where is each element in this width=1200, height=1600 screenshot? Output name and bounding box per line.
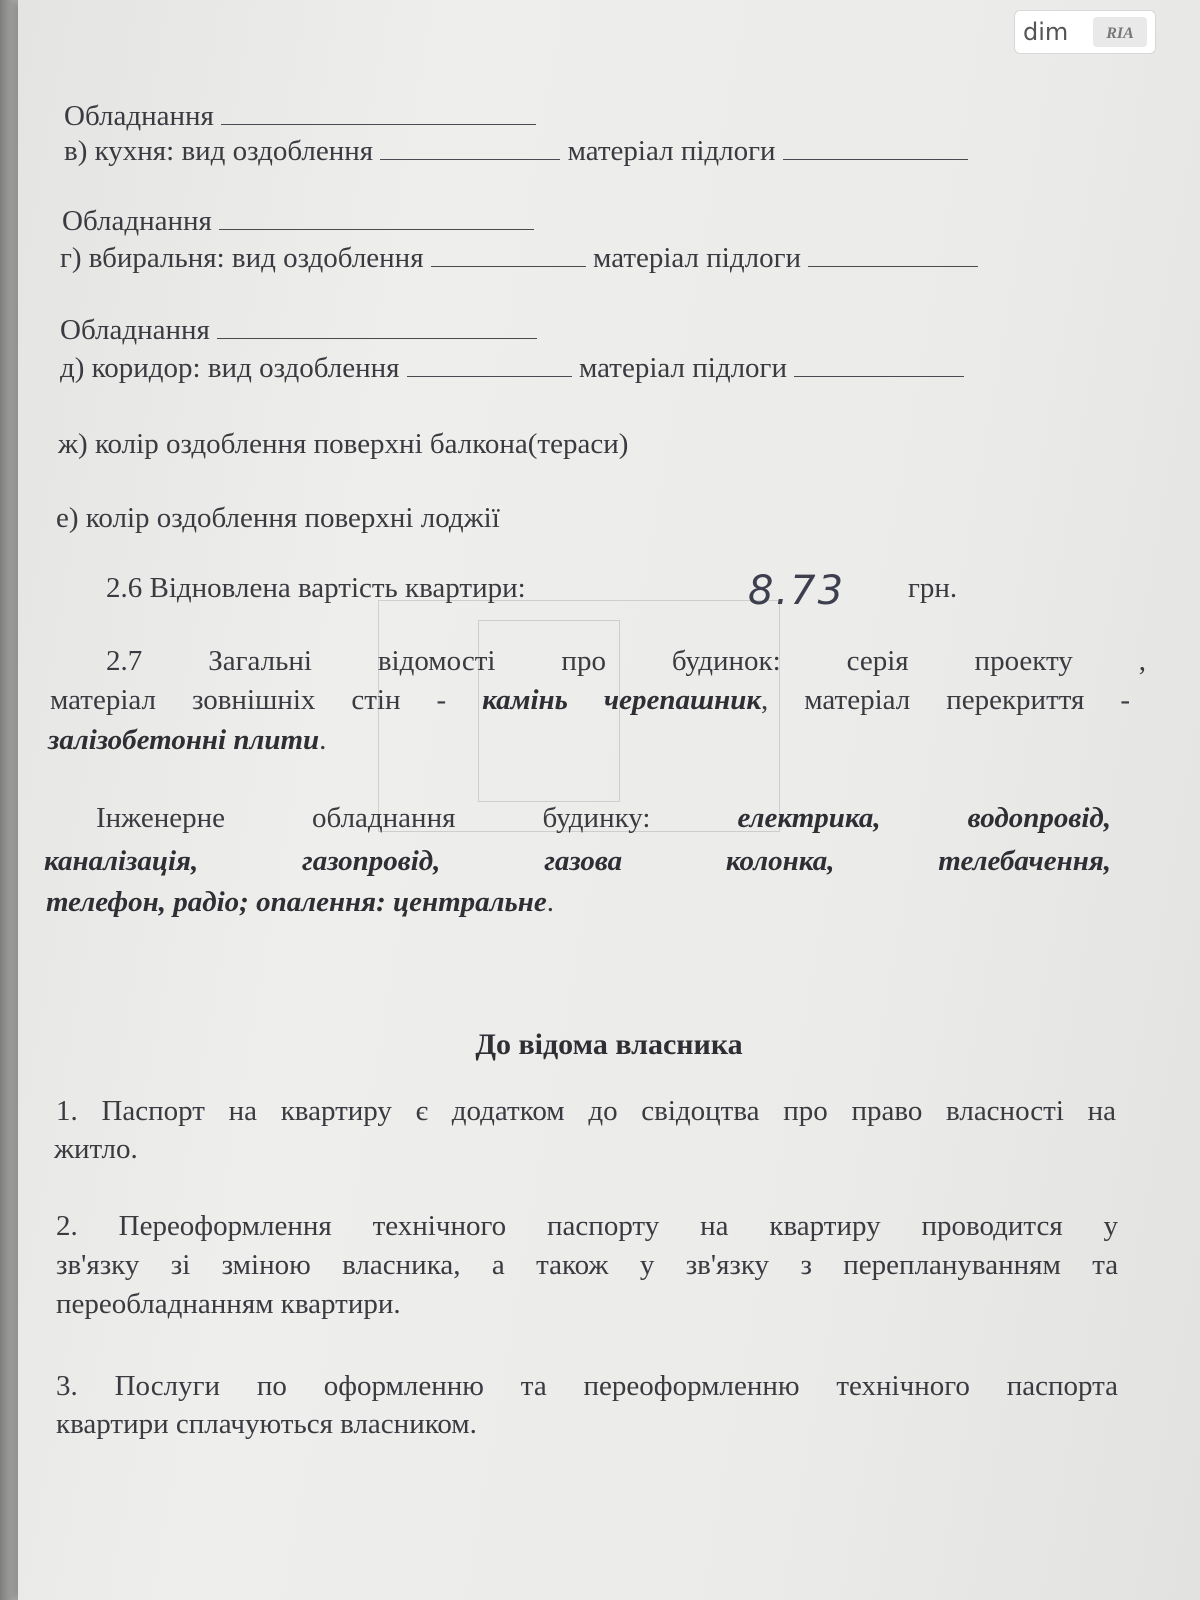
owner-notice-heading: До відома власника bbox=[475, 1028, 743, 1061]
kitchen-equipment-row bbox=[64, 100, 536, 133]
dimria-watermark bbox=[1014, 10, 1156, 54]
blank-line bbox=[217, 337, 537, 339]
note-word: додатком bbox=[451, 1095, 565, 1127]
note-word: Паспорт bbox=[101, 1095, 205, 1127]
note-word: про bbox=[783, 1095, 828, 1127]
watermark-text: dim bbox=[1023, 18, 1069, 46]
note-word: у bbox=[639, 1249, 655, 1281]
note-word: а bbox=[491, 1249, 505, 1281]
note-word: технічного bbox=[372, 1210, 507, 1242]
note-word: до bbox=[588, 1095, 618, 1127]
ria-logo-icon bbox=[1093, 17, 1147, 47]
note-word: зміною bbox=[221, 1249, 311, 1281]
note-word: на bbox=[228, 1095, 258, 1127]
note-word: також bbox=[536, 1249, 609, 1281]
note-word: право bbox=[851, 1095, 923, 1127]
note-word: зі bbox=[170, 1249, 191, 1281]
note-word: 3. bbox=[56, 1370, 78, 1402]
loggia-row bbox=[56, 502, 500, 535]
note-word: на bbox=[1087, 1095, 1116, 1127]
section-2-7-line3 bbox=[48, 724, 326, 757]
blank-line bbox=[808, 265, 978, 267]
wall-material-value: камінь черепашник bbox=[482, 684, 762, 716]
note-word: на bbox=[700, 1210, 729, 1242]
section-2-7-line1 bbox=[106, 645, 1146, 678]
note-2-line2 bbox=[56, 1249, 1118, 1282]
equipment-label: Обладнання bbox=[62, 205, 212, 237]
note-3-line1 bbox=[56, 1370, 1118, 1403]
ceiling-material-value: залізобетонні плити bbox=[48, 724, 320, 756]
cost-currency: грн. bbox=[908, 572, 958, 604]
note-word: є bbox=[415, 1095, 429, 1127]
page-edge-shadow bbox=[0, 0, 18, 1600]
note-1-line2: житло. bbox=[54, 1133, 138, 1165]
note-word: проводится bbox=[921, 1210, 1063, 1242]
note-1-line1 bbox=[56, 1095, 1116, 1128]
kitchen-finish-row bbox=[64, 135, 968, 168]
note-word: та bbox=[520, 1370, 547, 1402]
section-2-7-line2 bbox=[50, 684, 1130, 717]
cost-handwritten-value: 8.73 bbox=[748, 568, 846, 614]
blank-line bbox=[380, 158, 560, 160]
note-word: 1. bbox=[56, 1095, 78, 1127]
document-page bbox=[18, 0, 1200, 1600]
note-word: паспорту bbox=[547, 1210, 660, 1242]
ria-logo-text: RIA bbox=[1106, 25, 1134, 42]
note-word: паспорта bbox=[1006, 1370, 1119, 1402]
wall-material-label: матеріал зовнішніх стін - bbox=[50, 684, 447, 716]
utility-tv: телебачення, bbox=[938, 845, 1112, 877]
note-word: зв'язку bbox=[685, 1249, 770, 1281]
corridor-finish-row bbox=[60, 352, 964, 385]
note-word: зв'язку bbox=[56, 1249, 140, 1281]
note-word: 2. bbox=[56, 1210, 78, 1242]
utility-water: водопровід, bbox=[967, 802, 1112, 834]
toilet-equipment-row bbox=[62, 205, 534, 238]
note-word: переоформленню bbox=[583, 1370, 800, 1402]
engineering-word: Інженерне bbox=[96, 802, 225, 834]
engineering-line2 bbox=[44, 845, 1111, 878]
balcony-label: ж) колір оздоблення поверхні балкона(тераси) bbox=[58, 428, 629, 460]
utility-electricity: електрика, bbox=[737, 802, 881, 834]
blank-line bbox=[221, 123, 536, 125]
note-word: власності bbox=[946, 1095, 1064, 1127]
note-word: по bbox=[256, 1370, 287, 1402]
corridor-floor-label: матеріал підлоги bbox=[579, 352, 787, 384]
engineering-word: обладнання bbox=[312, 802, 456, 834]
cost-row bbox=[106, 572, 526, 605]
note-word: Послуги bbox=[114, 1370, 221, 1402]
blank-line bbox=[794, 375, 964, 377]
note-word: квартиру bbox=[280, 1095, 392, 1127]
kitchen-label: в) кухня: вид оздоблення bbox=[64, 135, 374, 167]
utility-gas-heater-2: колонка, bbox=[725, 845, 835, 877]
note-2-line1 bbox=[56, 1210, 1118, 1243]
note-word: з bbox=[800, 1249, 812, 1281]
engineering-line1 bbox=[96, 802, 1111, 835]
comma: , bbox=[1138, 645, 1147, 677]
toilet-finish-row bbox=[60, 242, 978, 275]
note-word: та bbox=[1092, 1249, 1119, 1281]
note-2-line3: переобладнанням квартири. bbox=[56, 1288, 401, 1320]
section-2-7-text: 2.7 Загальні відомості про будинок: серія проекту bbox=[106, 645, 1073, 677]
equipment-label: Обладнання bbox=[64, 100, 214, 132]
note-word: власника, bbox=[342, 1249, 461, 1281]
equipment-label: Обладнання bbox=[60, 314, 210, 346]
period: . bbox=[319, 724, 327, 756]
note-word: технічного bbox=[836, 1370, 970, 1402]
toilet-floor-label: матеріал підлоги bbox=[593, 242, 801, 274]
loggia-label: е) колір оздоблення поверхні лоджії bbox=[56, 502, 500, 534]
corridor-label: д) коридор: вид оздоблення bbox=[60, 352, 400, 384]
note-word: Переоформлення bbox=[118, 1210, 332, 1242]
period: . bbox=[546, 886, 555, 918]
blank-line bbox=[783, 158, 968, 160]
utility-gas: газопровід, bbox=[302, 845, 441, 877]
engineering-word: будинку: bbox=[542, 802, 651, 834]
blank-line bbox=[431, 265, 586, 267]
note-word: свідоцтва bbox=[641, 1095, 760, 1127]
cost-label: 2.6 Відновлена вартість квартири: bbox=[106, 572, 526, 604]
kitchen-floor-label: матеріал підлоги bbox=[567, 135, 776, 167]
note-3-line2: квартири сплачуються власником. bbox=[56, 1408, 477, 1440]
toilet-label: г) вбиральня: вид оздоблення bbox=[60, 242, 424, 274]
wall-material-value-row bbox=[482, 684, 1130, 716]
utility-gas-heater-1: газова bbox=[544, 845, 623, 877]
note-word: переплануванням bbox=[843, 1249, 1061, 1281]
corridor-equipment-row bbox=[60, 314, 537, 347]
note-word: квартиру bbox=[769, 1210, 881, 1242]
ceiling-label: , матеріал перекриття - bbox=[761, 684, 1131, 716]
series-blank bbox=[1139, 645, 1146, 677]
utility-phone-radio-heating: телефон, радіо; опалення: центральне bbox=[46, 886, 547, 918]
note-word: у bbox=[1103, 1210, 1119, 1242]
balcony-row bbox=[58, 428, 628, 461]
utility-sewer: каналізація, bbox=[44, 845, 199, 877]
blank-line bbox=[219, 228, 534, 230]
engineering-line3 bbox=[46, 886, 554, 919]
note-word: оформленню bbox=[323, 1370, 484, 1402]
blank-line bbox=[407, 375, 572, 377]
